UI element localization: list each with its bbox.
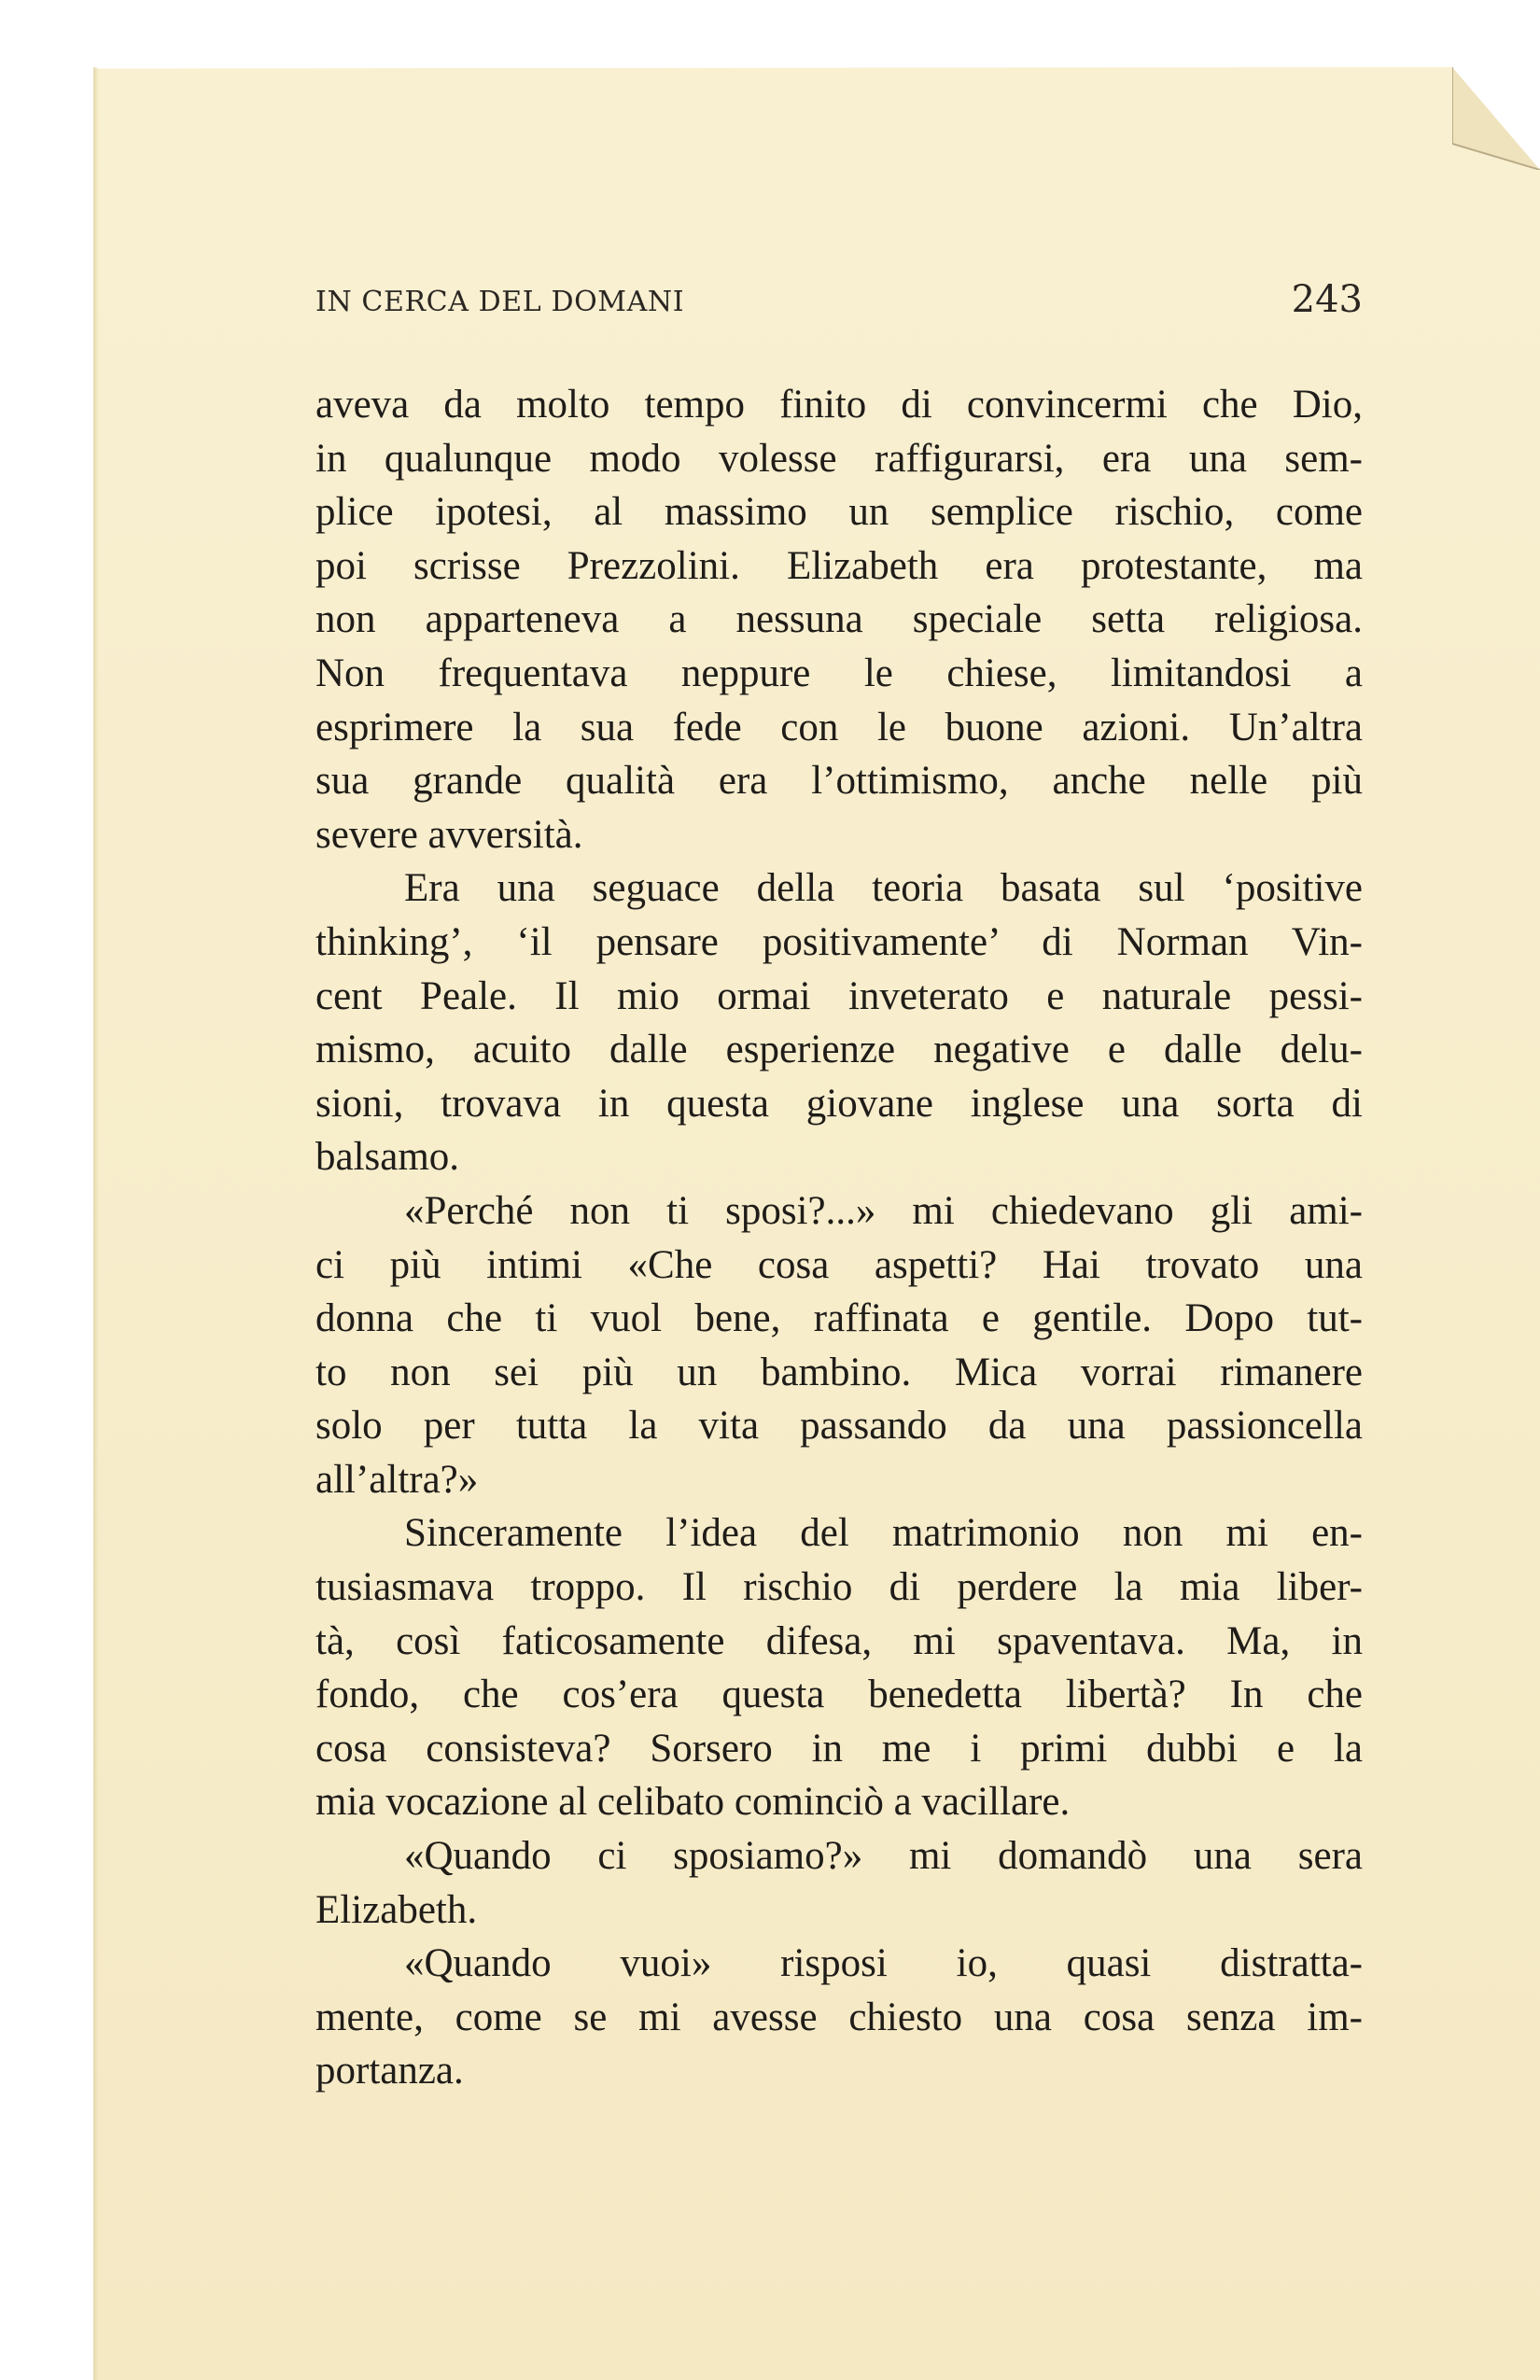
text-line: thinking’, ‘il pensare positivamente’ di Norman Vin- (315, 919, 1363, 964)
text-line: tà, così faticosamente difesa, mi spaventava. Ma, in (315, 1618, 1363, 1663)
text-line: to non sei più un bambino. Mica vorrai rimanere (315, 1350, 1363, 1394)
text-line: in qualunque modo volesse raffigurarsi, era una sem- (315, 436, 1363, 481)
text-line: balsamo. (315, 1135, 460, 1180)
text-line: all’altra?» (315, 1457, 479, 1502)
text-line: Era una seguace della teoria basata sul ‘positive (404, 866, 1363, 911)
text-line: solo per tutta la vita passando da una passioncella (315, 1404, 1363, 1449)
text-line: plice ipotesi, al massimo un semplice rischio, come (315, 490, 1363, 535)
text-line: cosa consisteva? Sorsero in me i primi dubbi e la (315, 1726, 1363, 1771)
text-line: tusiasmava troppo. Il rischio di perdere la mia liber- (315, 1565, 1363, 1610)
text-line: mente, come se mi avesse chiesto una cosa senza im- (315, 1995, 1363, 2039)
text-line: aveva da molto tempo finito di convincermi che Dio, (315, 383, 1363, 427)
text-line: fondo, che cos’era questa benedetta libertà? In che (315, 1673, 1363, 1717)
body-text (315, 378, 1363, 2098)
text-line: donna che ti vuol bene, raffinata e gentile. Dopo tut- (315, 1296, 1363, 1341)
text-line: esprimere la sua fede con le buone azioni. Un’altra (315, 705, 1363, 749)
text-line: ci più intimi «Che cosa aspetti? Hai trovato una (315, 1242, 1363, 1287)
text-line: Sinceramente l’idea del matrimonio non mi en- (404, 1511, 1363, 1556)
text-line: cent Peale. Il mio ormai inveterato e naturale pessi- (315, 973, 1363, 1018)
running-head: IN CERCA DEL DOMANI (315, 286, 685, 318)
text-line: severe avversità. (315, 812, 583, 857)
folded-corner (1452, 67, 1540, 170)
text-line: non apparteneva a nessuna speciale setta religiosa. (315, 597, 1363, 642)
text-line: Elizabeth. (315, 1887, 478, 1932)
paper-left-edge (93, 67, 99, 2380)
text-line: poi scrisse Prezzolini. Elizabeth era protestante, ma (315, 543, 1363, 588)
text-line: Non frequentava neppure le chiese, limitandosi a (315, 651, 1363, 695)
text-line: mia vocazione al celibato cominciò a vacillare. (315, 1780, 1071, 1825)
text-line: «Perché non ti sposi?...» mi chiedevano gli ami- (404, 1188, 1363, 1233)
text-line: sua grande qualità era l’ottimismo, anche nelle più (315, 759, 1363, 804)
text-line: mismo, acuito dalle esperienze negative e dalle delu- (315, 1028, 1363, 1072)
page-number: 243 (1291, 278, 1363, 321)
text-line: sioni, trovava in questa giovane inglese una sorta di (315, 1081, 1363, 1126)
text-line: «Quando vuoi» risposi io, quasi distratta- (404, 1941, 1363, 1986)
text-line: portanza. (315, 2049, 464, 2093)
page-header (315, 278, 1363, 325)
text-line: «Quando ci sposiamo?» mi domandò una sera (404, 1834, 1363, 1879)
